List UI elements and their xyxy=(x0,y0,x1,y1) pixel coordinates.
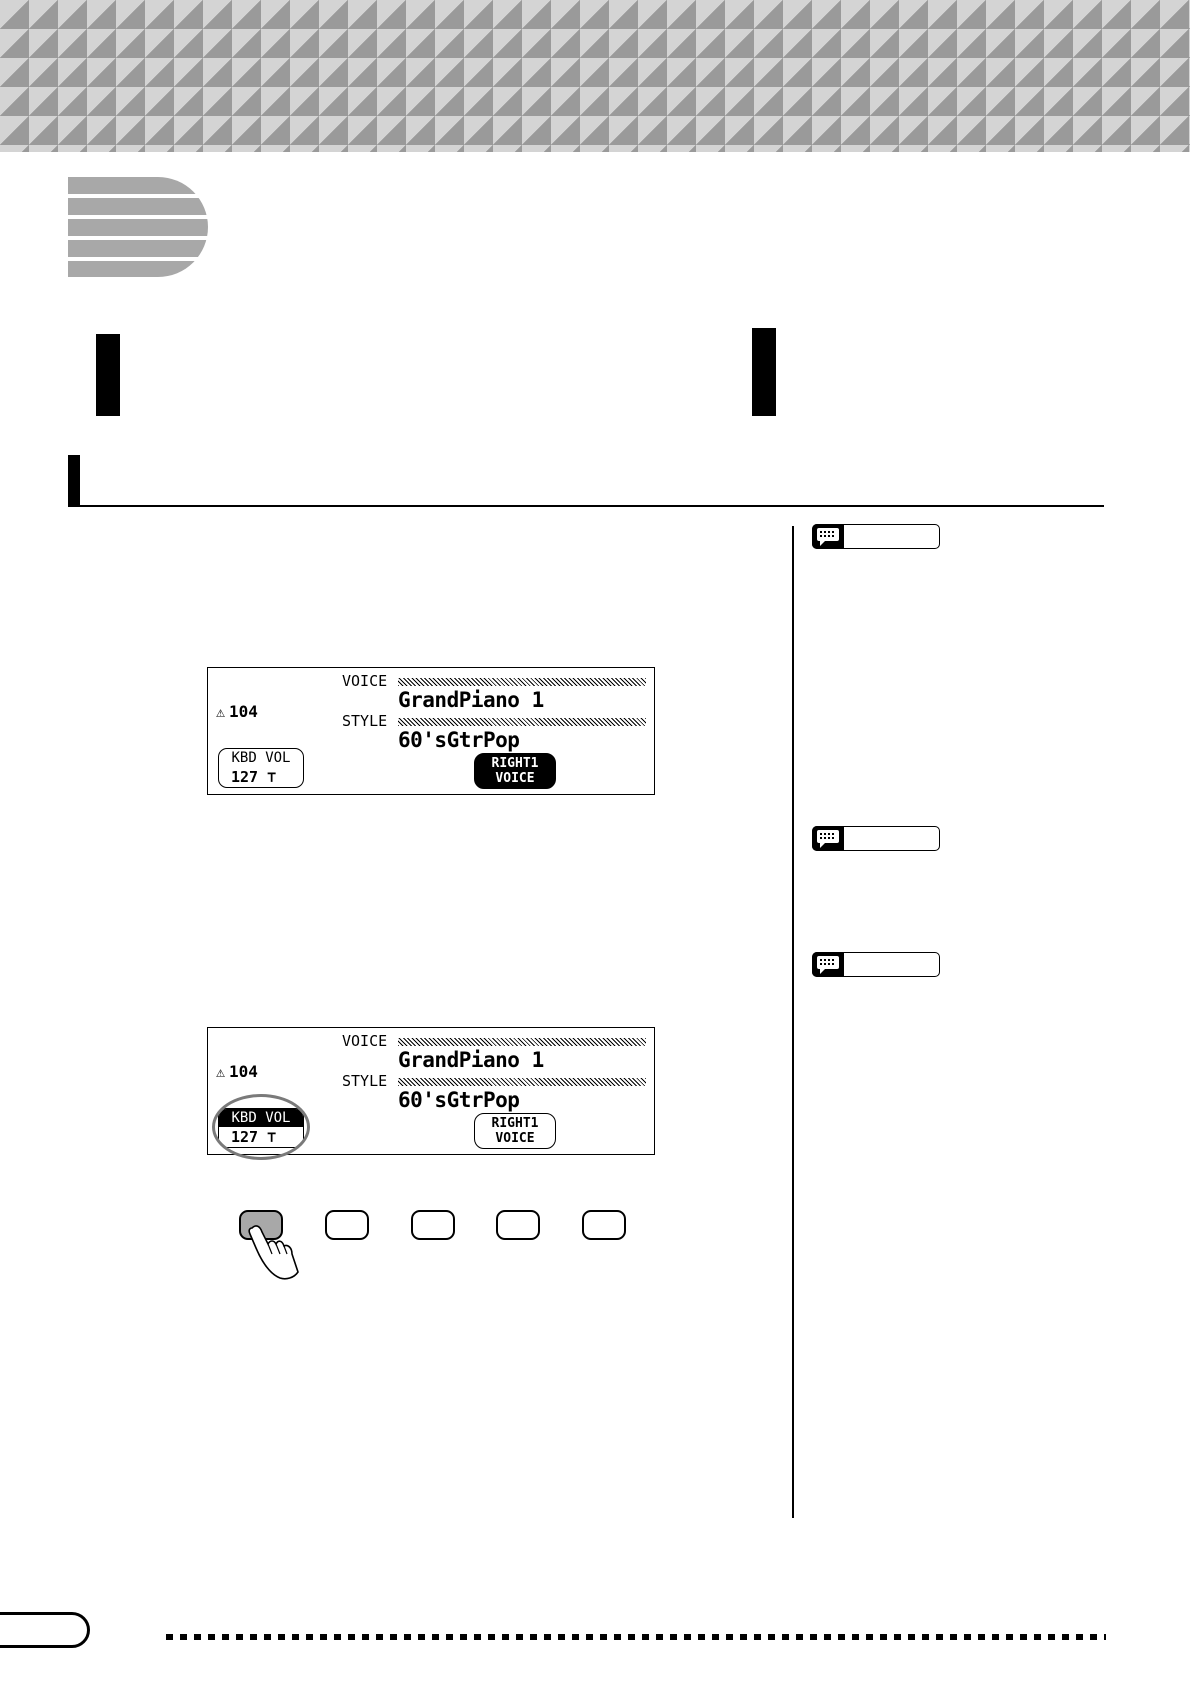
panel-button-5[interactable] xyxy=(582,1210,626,1240)
volume-t-icon: ⊤ xyxy=(267,1128,277,1146)
voice-hatch xyxy=(398,678,646,686)
heading-rule xyxy=(68,505,1104,507)
right1-voice-tab[interactable] xyxy=(474,753,556,789)
heading-marker xyxy=(68,455,80,507)
panel-button-2[interactable] xyxy=(325,1210,369,1240)
section-marker-right xyxy=(752,328,776,416)
chapter-tab xyxy=(68,177,208,277)
note-badge xyxy=(812,524,940,549)
voice-label: VOICE xyxy=(342,1032,388,1050)
speech-bubble-icon xyxy=(812,524,844,549)
speech-bubble-icon xyxy=(812,952,844,977)
kbd-vol-value: 127 xyxy=(231,1128,259,1146)
style-value: 60'sGtrPop xyxy=(398,728,520,752)
header-banner xyxy=(0,0,1190,152)
note-badge xyxy=(812,826,940,851)
style-label: STYLE xyxy=(342,1072,388,1090)
section-marker-left xyxy=(96,334,120,416)
voice-value: GrandPiano 1 xyxy=(398,1048,544,1072)
right1-line2: VOICE xyxy=(495,771,535,786)
footer-dotted-rule xyxy=(166,1634,1106,1640)
metronome-icon: ⚠ xyxy=(216,703,226,721)
tempo-value: 104 xyxy=(229,702,258,721)
kbd-vol-tab[interactable] xyxy=(218,748,304,788)
tempo-readout xyxy=(216,1062,258,1081)
metronome-icon: ⚠ xyxy=(216,1063,226,1081)
style-label: STYLE xyxy=(342,712,388,730)
speech-bubble-icon xyxy=(812,826,844,851)
voice-value: GrandPiano 1 xyxy=(398,688,544,712)
panel-button-4[interactable] xyxy=(496,1210,540,1240)
tempo-value: 104 xyxy=(229,1062,258,1081)
page-number-tab xyxy=(0,1612,90,1648)
kbd-vol-label: KBD VOL xyxy=(231,750,291,766)
kbd-vol-value: 127 xyxy=(231,768,259,786)
highlight-ring xyxy=(212,1094,310,1160)
style-hatch xyxy=(398,718,646,726)
kbd-vol-label: KBD VOL xyxy=(219,1109,303,1127)
tempo-readout xyxy=(216,702,258,721)
right1-line1: RIGHT1 xyxy=(491,1116,539,1131)
voice-hatch xyxy=(398,1038,646,1046)
right1-line2: VOICE xyxy=(495,1131,535,1146)
note-badge xyxy=(812,952,940,977)
right1-voice-tab[interactable] xyxy=(474,1113,556,1149)
pointing-hand-icon xyxy=(246,1222,316,1282)
panel-button-3[interactable] xyxy=(411,1210,455,1240)
volume-t-icon: ⊤ xyxy=(267,768,277,786)
sidebar-divider xyxy=(792,526,794,1518)
lcd-display xyxy=(207,667,655,795)
style-value: 60'sGtrPop xyxy=(398,1088,520,1112)
voice-label: VOICE xyxy=(342,672,388,690)
right1-line1: RIGHT1 xyxy=(491,756,539,771)
style-hatch xyxy=(398,1078,646,1086)
